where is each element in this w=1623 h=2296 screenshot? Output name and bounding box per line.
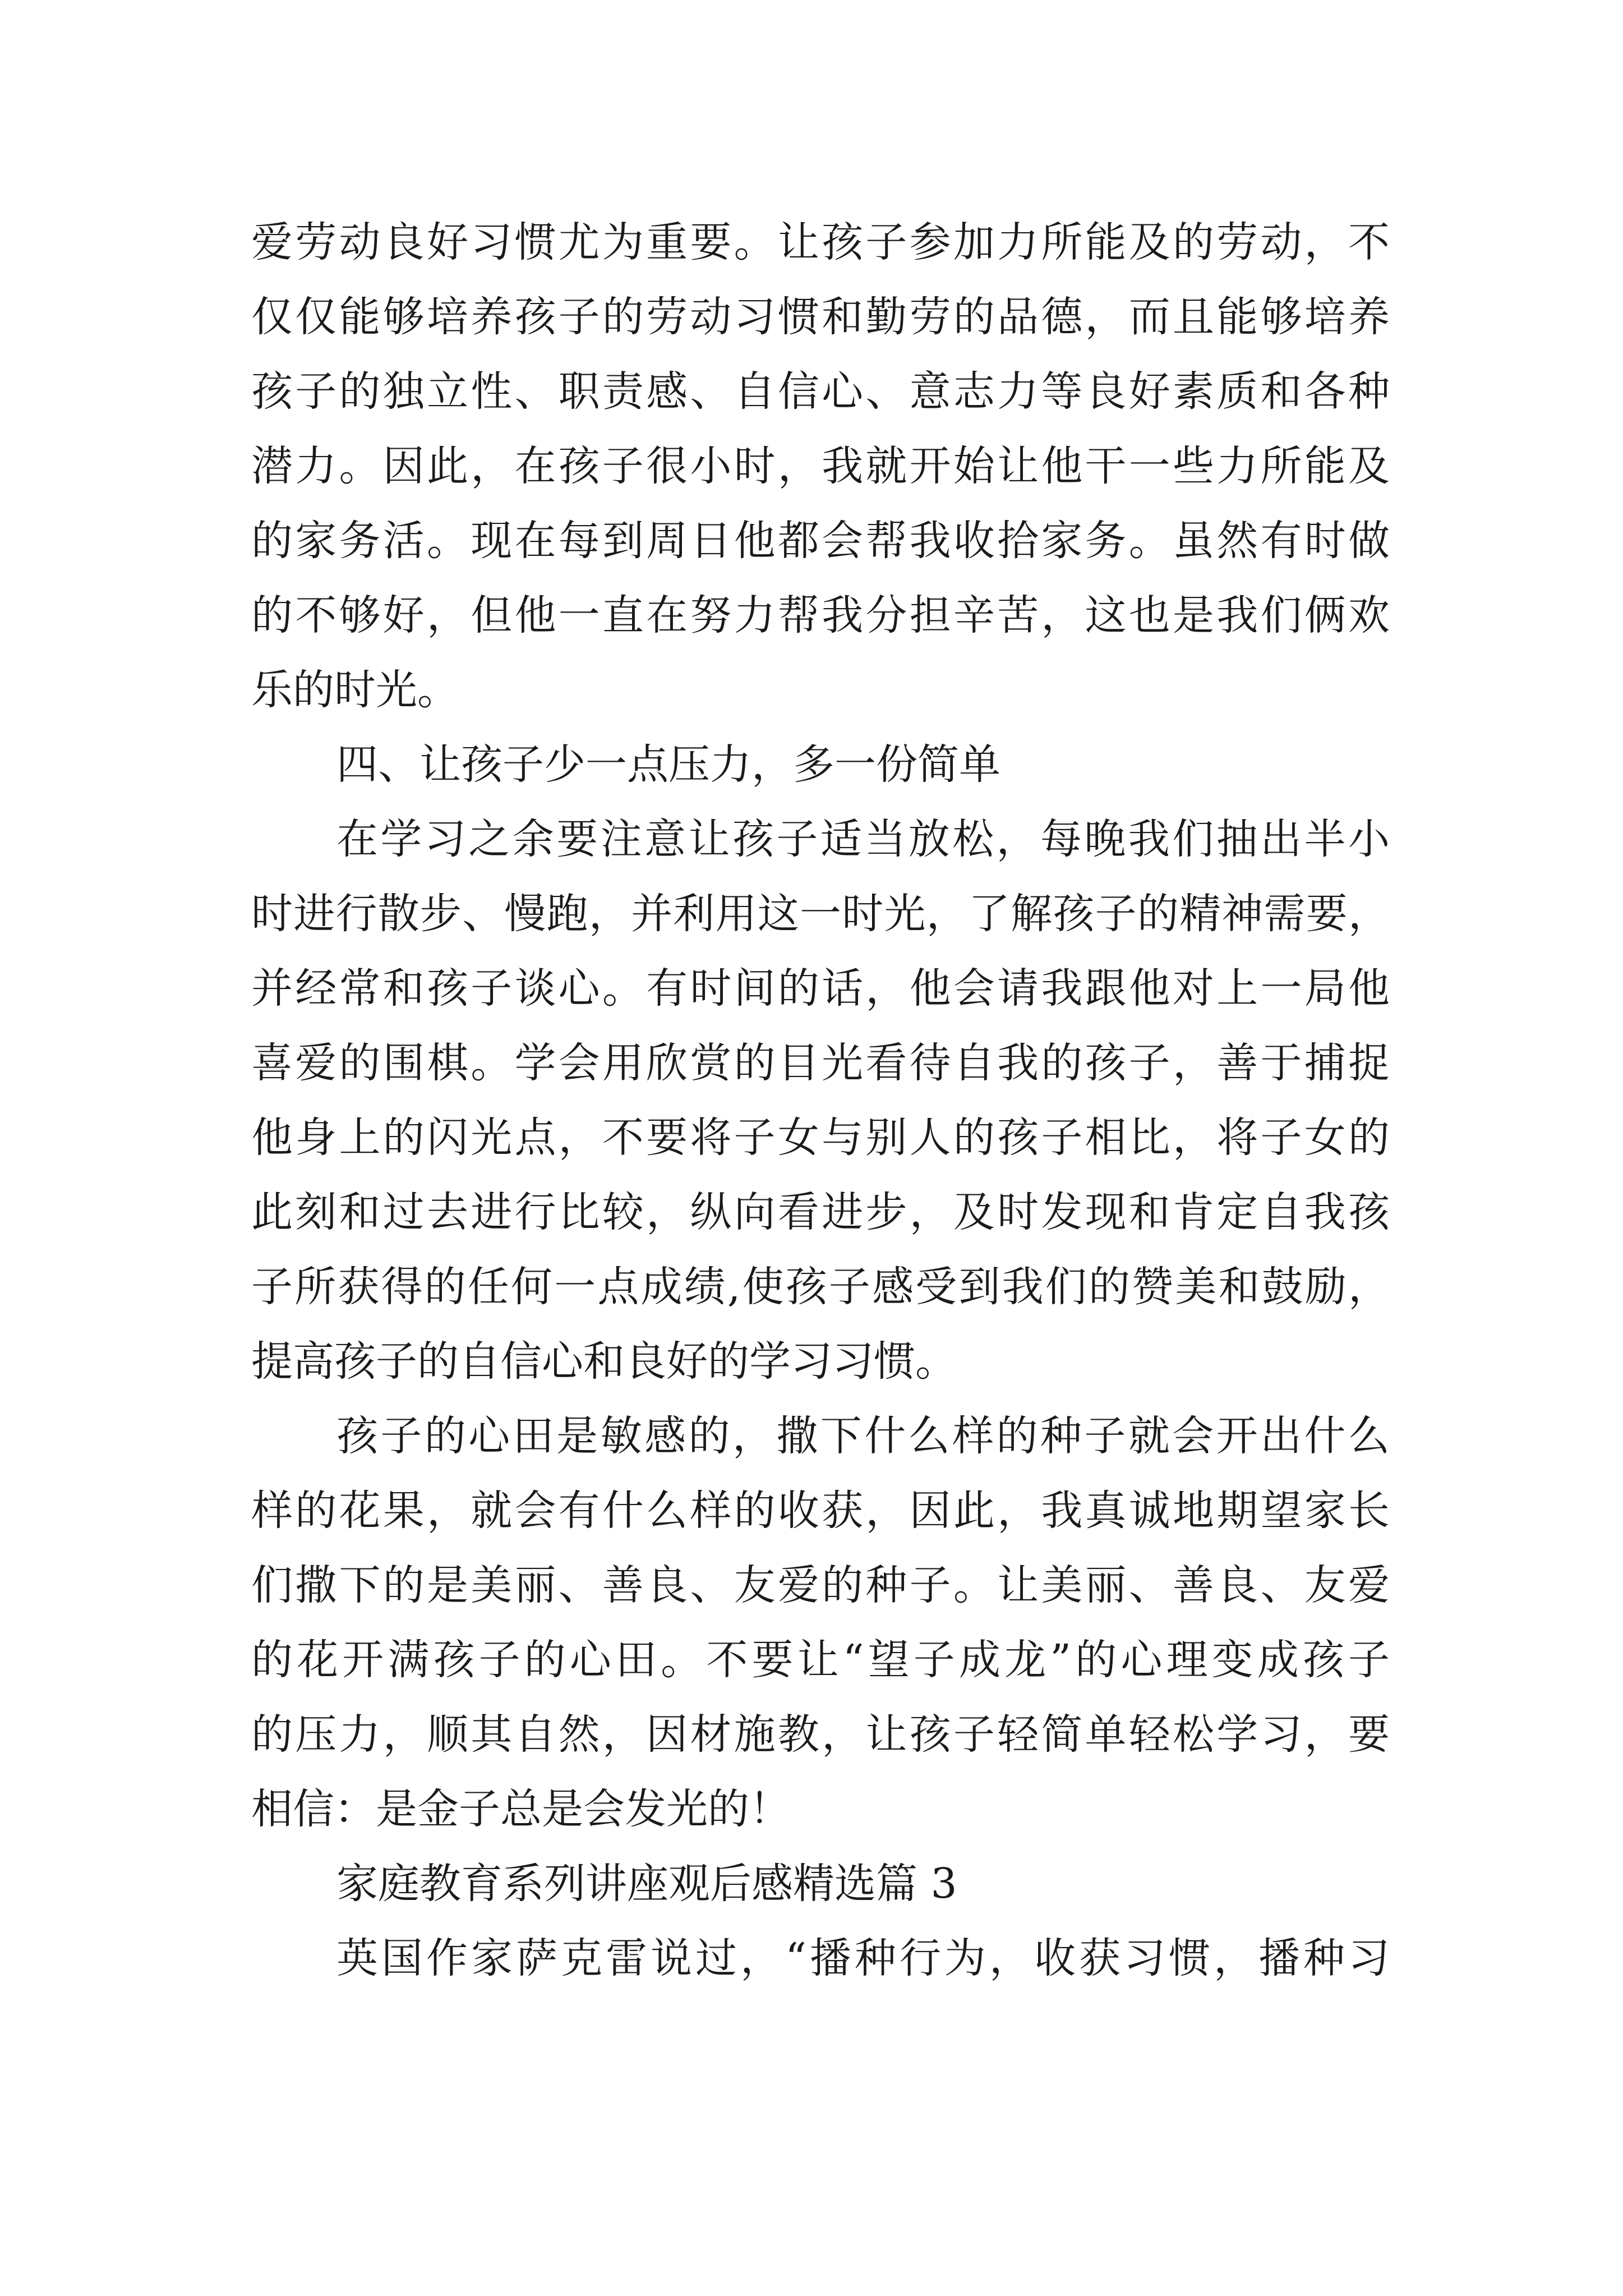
body-text-line: 们撒下的是美丽、善良、友爱的种子。让美丽、善良、友爱 [251,1561,1390,1609]
body-text-line: 喜爱的围棋。学会用欣赏的目光看待自我的孩子，善于捕捉 [251,1039,1390,1087]
body-text-line: 子所获得的任何一点成绩,使孩子感受到我们的赞美和鼓励， [251,1263,1390,1311]
body-text-line: 的家务活。现在每到周日他都会帮我收拾家务。虽然有时做 [251,517,1390,565]
article-title: 家庭教育系列讲座观后感精选篇 3 [336,1860,957,1908]
body-text-line: 样的花果，就会有什么样的收获，因此，我真诚地期望家长 [251,1487,1390,1535]
body-text-line: 此刻和过去进行比较，纵向看进步，及时发现和肯定自我孩 [251,1188,1390,1236]
body-text-line: 提高孩子的自信心和良好的学习习惯。 [251,1337,957,1386]
body-text-line: 仅仅能够培养孩子的劳动习惯和勤劳的品德，而且能够培养 [251,293,1390,341]
body-text-line: 孩子的独立性、职责感、自信心、意志力等良好素质和各种 [251,367,1390,416]
body-text-line: 英国作家萨克雷说过，“播种行为，收获习惯，播种习 [336,1934,1390,1982]
body-text-line: 的不够好，但他一直在努力帮我分担辛苦，这也是我们俩欢 [251,591,1390,639]
section-heading: 四、让孩子少一点压力，多一份简单 [336,740,1000,789]
body-text-line: 他身上的闪光点，不要将子女与别人的孩子相比，将子女的 [251,1114,1390,1162]
body-text-line: 的压力，顺其自然，因材施教，让孩子轻简单轻松学习，要 [251,1710,1390,1759]
body-text-line: 乐的时光。 [251,666,459,714]
body-text-line: 孩子的心田是敏感的，撒下什么样的种子就会开出什么 [336,1412,1390,1460]
body-text-line: 时进行散步、慢跑，并利用这一时光，了解孩子的精神需要， [251,890,1390,938]
body-text-line: 潜力。因此，在孩子很小时，我就开始让他干一些力所能及 [251,442,1390,490]
body-text-line: 爱劳动良好习惯尤为重要。让孩子参加力所能及的劳动，不 [251,218,1390,266]
body-text-line: 的花开满孩子的心田。不要让“望子成龙”的心理变成孩子 [251,1636,1390,1684]
body-text-line: 相信：是金子总是会发光的！ [251,1785,791,1833]
body-text-line: 并经常和孩子谈心。有时间的话，他会请我跟他对上一局他 [251,964,1390,1013]
body-text-line: 在学习之余要注意让孩子适当放松，每晚我们抽出半小 [336,815,1390,863]
